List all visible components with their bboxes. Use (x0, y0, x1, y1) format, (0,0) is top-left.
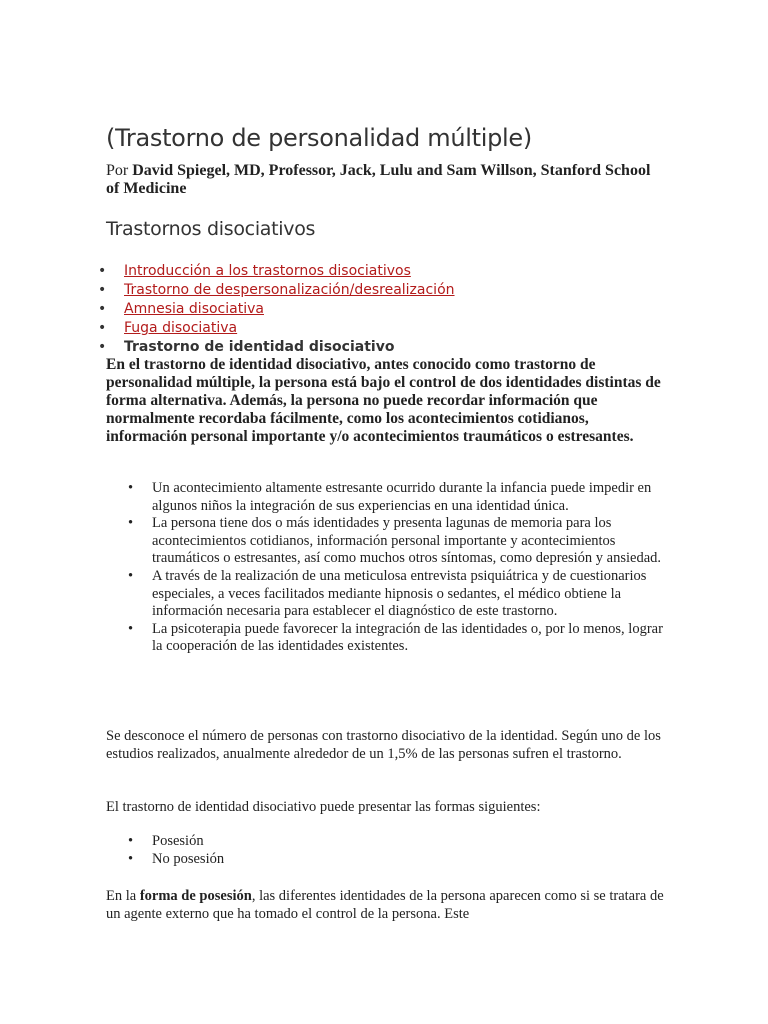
byline-authors: David Spiegel, MD, Professor, Jack, Lulu and Sam Willson, Stanford School of Medicine (106, 162, 651, 197)
list-item (106, 850, 224, 868)
paragraph-text: , las diferentes identidades de la persona aparecen como si se tratara de un agente externo que ha tomado el control de la persona. Este (106, 888, 664, 922)
key-points-list (106, 480, 666, 656)
byline-prefix: Por (106, 162, 133, 179)
byline (106, 162, 666, 198)
toc-link-fuga[interactable]: Fuga disociativa (124, 320, 238, 336)
forms-list (106, 832, 224, 868)
key-point (106, 568, 666, 621)
bullet-icon: • (128, 851, 134, 867)
toc-item-current (98, 338, 455, 357)
bullet-icon: • (128, 480, 134, 496)
possession-paragraph (106, 887, 666, 923)
toc-item (98, 300, 455, 319)
forms-intro-paragraph: El trastorno de identidad disociativo puede presentar las formas siguientes: (106, 799, 541, 815)
toc-item (98, 262, 455, 281)
form-label: Posesión (152, 833, 204, 849)
bullet-icon: • (98, 282, 107, 298)
paragraph-bold-term: forma de posesión (139, 888, 252, 904)
bullet-icon: • (128, 833, 134, 849)
list-item (106, 832, 224, 850)
prevalence-paragraph: Se desconoce el número de personas con trastorno disociativo de la identidad. Según uno de los estudios realizados, anualmente alrededor de un 1,5% de las personas sufren el trastorno. (106, 728, 661, 762)
section-title: Trastornos disociativos (106, 218, 316, 240)
bullet-icon: • (98, 339, 107, 355)
key-point-text: La persona tiene dos o más identidades y presenta lagunas de memoria para los acontecimientos cotidianos, información personal importante y acontecimientos traumáticos o estresantes, así como muchos otros síntomas, como depresión y ansiedad. (152, 515, 662, 567)
form-label: No posesión (152, 851, 225, 867)
toc-item (98, 281, 455, 300)
toc-link-introduccion[interactable]: Introducción a los trastornos disociativos (124, 263, 411, 279)
paragraph-text: En la (106, 888, 140, 904)
bullet-icon: • (98, 320, 107, 336)
key-point (106, 515, 666, 568)
topic-navigation (98, 262, 455, 357)
key-point (106, 621, 666, 656)
toc-item (98, 319, 455, 338)
bullet-icon: • (128, 620, 134, 637)
bullet-icon: • (98, 301, 107, 317)
key-point-text: La psicoterapia puede favorecer la integración de las identidades o, por lo menos, lograr la cooperación de las identidades existentes. (152, 620, 663, 655)
toc-current-topic: Trastorno de identidad disociativo (124, 339, 395, 355)
toc-link-despersonalizacion[interactable]: Trastorno de despersonalización/desrealización (124, 282, 455, 298)
page-title: (Trastorno de personalidad múltiple) (106, 124, 532, 152)
bullet-icon: • (98, 263, 107, 279)
key-point-text: A través de la realización de una meticulosa entrevista psiquiátrica y de cuestionarios especiales, a veces facilitados mediante hipnosis o sedantes, el médico obtiene la información necesaria para establecer el diagnóstico de este trastorno. (152, 567, 647, 620)
bullet-icon: • (128, 567, 134, 584)
intro-paragraph: En el trastorno de identidad disociativo, antes conocido como trastorno de personalidad múltiple, la persona está bajo el control de dos identidades distintas de forma alternativa. Además, la persona no puede recordar información que normalmente recordaba fácilmente, como los acontecimientos cotidianos, información personal importante y/o acontecimientos traumáticos o estresantes. (106, 356, 661, 445)
key-point (106, 480, 666, 515)
key-point-text: Un acontecimiento altamente estresante ocurrido durante la infancia puede impedir en algunos niños la integración de sus experiencias en una identidad única. (152, 480, 652, 514)
toc-link-amnesia[interactable]: Amnesia disociativa (124, 301, 264, 317)
bullet-icon: • (128, 515, 134, 532)
